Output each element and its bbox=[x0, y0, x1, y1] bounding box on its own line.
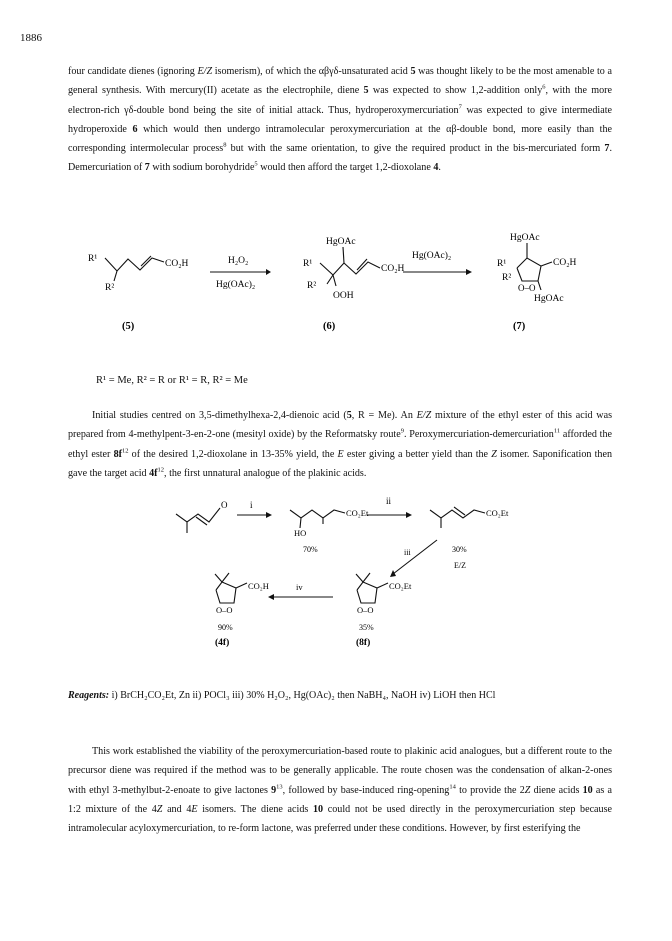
step-iv-label: iv bbox=[296, 582, 303, 592]
ring-o-label-7: O–O bbox=[518, 283, 536, 293]
step-ii-label: ii bbox=[386, 496, 392, 506]
step-iii-label: iii bbox=[404, 548, 411, 557]
paragraph-2: Initial studies centred on 3,5-dimethylhexa-2,4-dienoic acid (5, R = Me). An E/Z mixture of the ethyl ester of this acid was prepared from 4-methylpent-3-en-2-one (mesityl oxide) by the Reformatsky route$^9$. Peroxymercuriation-demercuriation$^{11}$ afforded the ethyl ester $8f^{12}$ of the desired 1,2-dioxolane in 13-35% yield, the E ester giving a better yield than the Z isomer. Saponification then gave the target acid $4f^{12}$, the first unnatural analogue of the plakinic acids. bbox=[68, 410, 613, 479]
co2h-label-6: CO₂H bbox=[381, 264, 405, 274]
compound-label-6: (6) bbox=[323, 321, 336, 332]
ooh-label-6: OOH bbox=[333, 291, 354, 301]
r-group-definitions: R¹ = Me, R² = R or R¹ = R, R² = Me bbox=[96, 375, 248, 386]
reagent-hgoac2-1: Hg(OAc)₂ bbox=[216, 280, 256, 290]
ring-o-label-8f: O–O bbox=[357, 605, 374, 615]
r2-label-7: R² bbox=[502, 273, 512, 283]
r2-label-6: R² bbox=[307, 281, 317, 291]
reagents-caption bbox=[68, 690, 495, 701]
compound-label-5: (5) bbox=[122, 321, 135, 332]
co2h-label-4f: CO₂H bbox=[248, 581, 269, 591]
r2-label-5: R² bbox=[105, 283, 115, 293]
page-number: 1886 bbox=[20, 32, 42, 44]
yield-i-label: 70% bbox=[303, 545, 318, 554]
compound-label-8f: (8f) bbox=[356, 638, 371, 648]
hgoac-label-6: HgOAc bbox=[326, 237, 356, 247]
ketone-o-label: O bbox=[221, 500, 228, 510]
r1-label-6: R¹ bbox=[303, 259, 313, 269]
ez-label: E/Z bbox=[454, 561, 466, 570]
step-i-label: i bbox=[250, 500, 253, 510]
reagent-h2o2: H₂O₂ bbox=[228, 256, 249, 266]
compound-label-4f: (4f) bbox=[215, 638, 230, 648]
co2h-label-5: CO₂H bbox=[165, 259, 189, 269]
hgoac-label-7-top: HgOAc bbox=[510, 233, 540, 243]
co2et-label-hydroxy: CO₂Et bbox=[346, 508, 369, 518]
ho-label: HO bbox=[294, 528, 307, 538]
r1-label-7: R¹ bbox=[497, 259, 507, 269]
hgoac-label-7-bottom: HgOAc bbox=[534, 294, 564, 304]
reagent-hgoac2-2: Hg(OAc)₂ bbox=[412, 251, 452, 261]
paragraph-3: This work established the viability of the peroxymercuriation-based route to plakinic acid analogues, but a different route to the precursor diene was required if the method was to be generally applicable. The route chosen was the condensation of alkan-2-ones with ethyl 3-methylbut-2-enoate to give lactones $9^{13}$, followed by base-induced ring-opening$^{14}$ to provide the 2Z diene acids 10 as a 1:2 mixture of the 4Z and 4E isomers. The diene acids 10 could not be used directly in the peroxymercuriation step because intramolecular acyloxymercuriation, to re-form lactone, was preferred under these conditions. However, by first esterifying the bbox=[68, 746, 612, 835]
yield-ii-label: 30% bbox=[452, 545, 467, 554]
yield-iv-label: 90% bbox=[218, 623, 233, 632]
yield-iii-label: 35% bbox=[359, 623, 374, 632]
paragraph-1: four candidate dienes (ignoring E/Z isomerism), of which the αβγδ-unsaturated acid 5 was thought likely to be the most amenable to a general synthesis. With mercury(II) acetate as the electrophile, diene 5 was expected to show 1,2-addition only$^6$, with the more electron-rich γδ-double bond being the site of initial attack. Thus, hydroperoxymercuriation$^7$ was expected to give intermediate hydroperoxide 6 which would then undergo intramolecular peroxymercuriation at the αβ-double bond, more easily than the corresponding intermolecular process$^8$ but with the same orientation, to give the required product in the bis-mercuriated form 7. Demercuriation of 7 with sodium borohydride$^5$ would then afford the target 1,2-dioxolane 4. bbox=[68, 66, 613, 174]
compound-label-7: (7) bbox=[513, 321, 526, 332]
ring-o-label-4f: O–O bbox=[216, 605, 233, 615]
co2et-label-diene: CO₂Et bbox=[486, 508, 509, 518]
r1-label-5: R¹ bbox=[88, 254, 98, 264]
co2h-label-7: CO₂H bbox=[553, 258, 577, 268]
co2et-label-8f: CO₂Et bbox=[389, 581, 412, 591]
reagents-label: Reagents: bbox=[68, 690, 110, 701]
reagents-text: i) BrCH₂CO₂Et, Zn ii) POCl₃ iii) 30% H₂O₂, Hg(OAc)₂ then NaBH₄, NaOH iv) LiOH then HCl bbox=[109, 690, 496, 701]
